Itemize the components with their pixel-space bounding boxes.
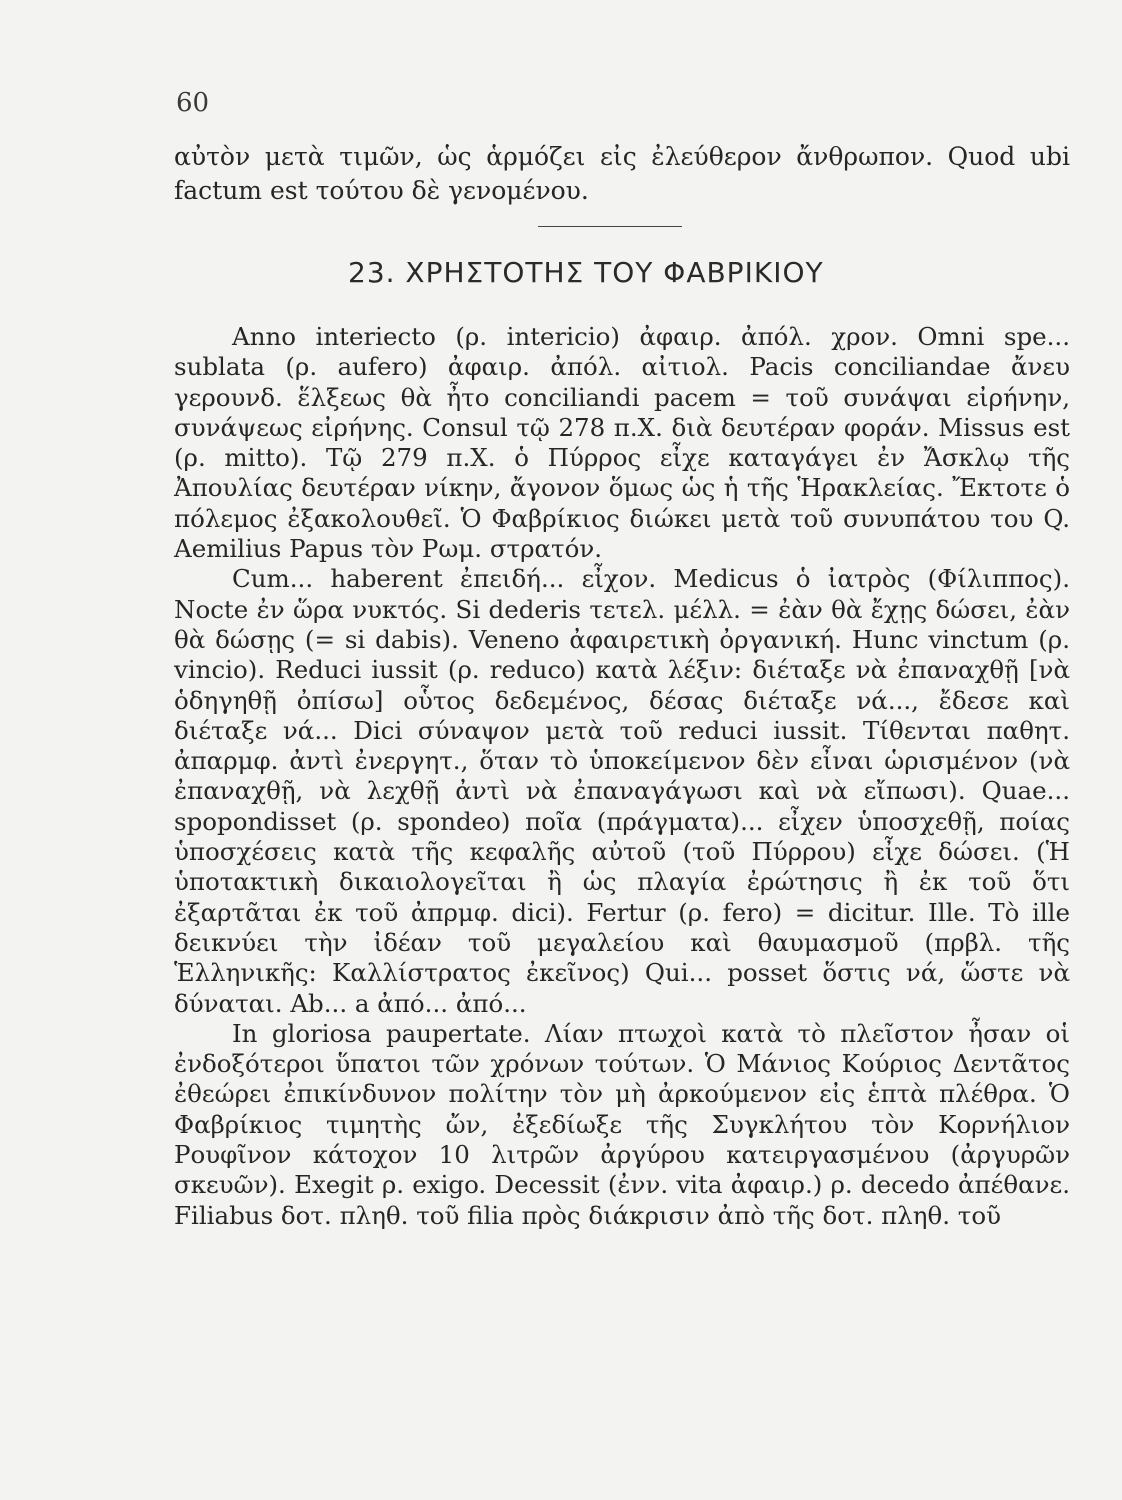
continuation-paragraph: αὐτὸν μετὰ τιμῶν, ὡς ἁρμόζει εἰς ἐλεύθερον ἄνθρωπον. Quod ubi factum est τούτου δὲ γενομένου. bbox=[174, 142, 1070, 205]
section-body bbox=[174, 322, 1070, 1231]
page-number: 60 bbox=[176, 88, 210, 118]
paragraph-anno-interiecto: Anno interiecto (ρ. intericio) ἀφαιρ. ἀπόλ. χρον. Omni spe... sublata (ρ. aufero) ἀφαιρ. ἀπόλ. αἰτιολ. Pacis conciliandae ἄνευ γερουνδ. ἕλξεως θὰ ἦτο conciliandi pacem = τοῦ συνάψαι εἰρήνην, συνάψεως εἰρήνης. Consul τῷ 278 π.Χ. διὰ δευτέραν φοράν. Missus est (ρ. mitto). Τῷ 279 π.Χ. ὁ Πύρρος εἶχε καταγάγει ἐν Ἄσκλῳ τῆς Ἀπουλίας δευτέραν νίκην, ἄγονον ὅμως ὡς ἡ τῆς Ἡρακλείας. Ἔκτοτε ὁ πόλεμος ἐξακολουθεῖ. Ὁ Φαβρίκιος διώκει μετὰ τοῦ συνυπάτου του Q. Aemilius Papus τὸν Ρωμ. στρατόν. bbox=[174, 322, 1070, 564]
section-heading: 23. ΧΡΗΣΤΟΤΗΣ ΤΟΥ ΦΑΒΡΙΚΙΟΥ bbox=[348, 256, 824, 289]
paragraph-in-gloriosa: In gloriosa paupertate. Λίαν πτωχοὶ κατὰ τὸ πλεῖστον ἦσαν οἱ ἐνδοξότεροι ὕπατοι τῶν χρόνων τούτων. Ὁ Μάνιος Κούριος Δεντᾶτος ἐθεώρει ἐπικίνδυνον πολίτην τὸν μὴ ἀρκούμενον εἰς ἑπτὰ πλέθρα. Ὁ Φαβρίκιος τιμητὴς ὤν, ἐξεδίωξε τῆς Συγκλήτου τὸν Κορνήλιον Ρουφῖνον κάτοχον 10 λιτρῶν ἀργύρου κατειργασμένου (ἀργυρῶν σκευῶν). Exegit ρ. exigo. Decessit (ἐνν. vita ἀφαιρ.) ρ. decedo ἀπέθανε. Filiabus δοτ. πληθ. τοῦ filia πρὸς διάκρισιν ἀπὸ τῆς δοτ. πληθ. τοῦ bbox=[174, 1018, 1070, 1230]
paragraph-cum-haberent: Cum... haberent ἐπειδή... εἶχον. Medicus ὁ ἰατρὸς (Φίλιππος). Nocte ἐν ὥρα νυκτός. Si dederis τετελ. μέλλ. = ἐὰν θὰ ἔχῃς δώσει, ἐὰν θὰ δώσῃς (= si dabis). Veneno ἀφαιρετικὴ ὀργανική. Hunc vinctum (ρ. vincio). Reduci iussit (ρ. reduco) κατὰ λέξιν: διέταξε νὰ ἐπαναχθῇ [νὰ ὁδηγηθῇ ὀπίσω] οὗτος δεδεμένος, δέσας διέταξε νά..., ἔδεσε καὶ διέταξε νά... Dici σύναψον μετὰ τοῦ reduci iussit. Τίθενται παθητ. ἀπαρμφ. ἀντὶ ἐνεργητ., ὅταν τὸ ὑποκείμενον δὲν εἶναι ὡρισμένον (νὰ ἐπαναχθῇ, νὰ λεχθῇ ἀντὶ νὰ ἐπαναγάγωσι καὶ νὰ εἴπωσι). Quae... spopondisset (ρ. spondeo) ποῖα (πράγματα)... εἶχεν ὑποσχεθῇ, ποίας ὑποσχέσεις κατὰ τῆς κεφαλῆς αὐτοῦ (τοῦ Πύρρου) εἶχε δώσει. (Ἡ ὑποτακτικὴ δικαιολογεῖται ἢ ὡς πλαγία ἐρώτησις ἢ ἐκ τοῦ ὅτι ἐξαρτᾶται ἐκ τοῦ ἀπρμφ. dici). Fertur (ρ. fero) = dicitur. Ille. Τὸ ille δεικνύει τὴν ἰδέαν τοῦ μεγαλείου καὶ θαυμασμοῦ (πρβλ. τῆς Ἑλληνικῆς: Καλλίστρατος ἐκεῖνος) Qui... posset ὅστις νά, ὥστε νὰ δύναται. Ab... a ἀπό... ἀπό... bbox=[174, 564, 1070, 1018]
section-divider bbox=[538, 226, 682, 227]
